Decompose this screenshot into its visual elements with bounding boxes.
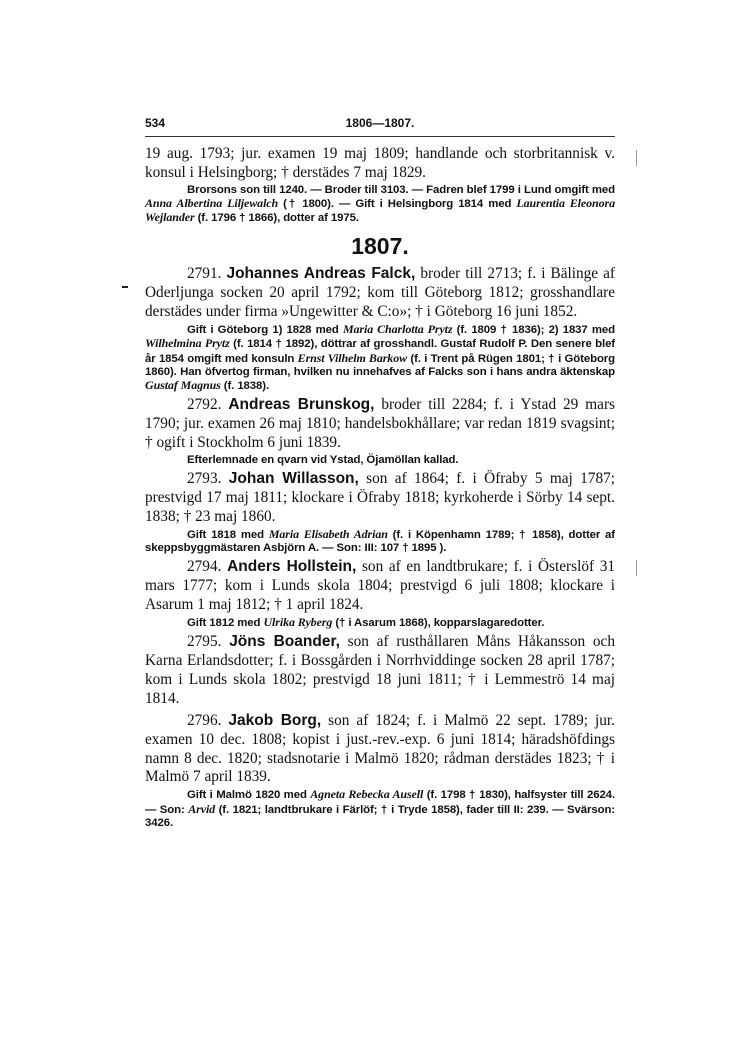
page-number: 534 (145, 116, 166, 130)
entry-name: Anders Hollstein, (227, 558, 357, 576)
entry-note: Gift i Malmö 1820 med Agneta Rebecka Ausell (f. 1798 † 1830), halfsyster till 2624. — Son: Arvid (f. 1821; landtbrukare i Färlöf; † i Tryde 1858), fader till II: 239. — Svärson: 3426. (145, 787, 616, 829)
entry-name: Johannes Andreas Falck, (226, 265, 416, 283)
entry-name: Jöns Boander, (229, 633, 340, 651)
page-body (145, 145, 615, 830)
entry-note: Efterlemnade en qvarn vid Ystad, Öjamöllan kallad. (187, 453, 459, 466)
entry-name: Johan Willasson, (228, 470, 359, 488)
entry-note: Gift i Göteborg 1) 1828 med Maria Charlotta Prytz (f. 1809 † 1836); 2) 1837 med Wilhelmina Prytz (f. 1814 † 1892), döttrar af grosshandl. Gustaf Rudolf P. Den senere blef år 1854 omgift med konsuln Ernst Vilhelm Barkow (f. i Trent på Rügen 1801; † i Göteborg 1860). Han öfvertog firman, hvilken nu innehafves af Falcks son i hans andra äktenskap Gustaf Magnus (f. 1838). (145, 322, 615, 392)
entry-number: 2792. (187, 396, 222, 414)
header-years: 1806—1807. (345, 116, 415, 130)
entry-name: Andreas Brunskog, (228, 396, 375, 414)
entry-number: 2791. (187, 265, 222, 283)
margin-mark (122, 286, 128, 288)
intro-paragraph: 19 aug. 1793; jur. examen 19 maj 1809; handlande och storbritannisk v. konsul i Helsingborg; † derstädes 7 maj 1829. (145, 145, 615, 181)
entry-note: Gift 1818 med Maria Elisabeth Adrian (f. i Köpenhamn 1789; † 1858), dotter af skeppsbyggmästaren Asbjörn A. — Son: III: 107 † 1895 ). (145, 526, 615, 554)
entry-paragraph: 2793. Johan Willasson, son af 1864; f. i Öfraby 5 maj 1787; prestvigd 17 maj 1811; klockare i Öfraby 1818; kyrkoherde i Sörby 14 sept. 1838; † 23 maj 1860. (145, 470, 615, 525)
entry-number: 2794. (187, 558, 222, 576)
entry-number: 2793. (187, 470, 222, 488)
margin-rule (636, 560, 637, 576)
entry-name: Jakob Borg, (228, 711, 322, 729)
intro-note: Brorsons son till 1240. — Broder till 3103. — Fadren blef 1799 i Lund omgift med Anna Albertina Liljewalch († 1800). — Gift i Helsingborg 1814 med Laurentia Eleonora Wejlander (f. 1796 † 1866), dotter af 1975. (145, 183, 615, 225)
year-heading: 1807. (351, 233, 409, 260)
entry-number: 2796. (187, 711, 222, 729)
entry-paragraph: 2791. Johannes Andreas Falck, broder till 2713; f. i Bälinge af Oderljunga socken 20 april 1792; kom till Göteborg 1812; grosshandlare derstädes under firma »Ungewitter & C:o»; † i Göteborg 16 juni 1852. (145, 265, 616, 321)
entry-note: Gift 1812 med Ulrika Ryberg († i Asarum 1868), kopparslagaredotter. (187, 614, 545, 629)
entry-paragraph: 2794. Anders Hollstein, son af en landtbrukare; f. i Österslöf 31 mars 1777; kom i Lunds skola 1804; prestvigd 6 juli 1808; klockare i Asarum 1 maj 1812; † 1 april 1824. (145, 558, 616, 614)
entry-paragraph: 2792. Andreas Brunskog, broder till 2284; f. i Ystad 29 mars 1790; jur. examen 26 maj 1810; handelsbokhållare; var redan 1819 svagsint; † ogift i Stockholm 6 juni 1839. (145, 396, 615, 451)
entry-paragraph: 2796. Jakob Borg, son af 1824; f. i Malmö 22 sept. 1789; jur. examen 10 dec. 1808; kopist i just.-rev.-exp. 6 juni 1814; häradshöfdings namn 8 dec. 1820; stadsnotarie i Malmö 1820; rådman derstädes 1823; † i Malmö 7 april 1839. (145, 711, 616, 786)
entry-number: 2795. (187, 633, 222, 651)
entry-paragraph: 2795. Jöns Boander, son af rusthållaren Måns Håkansson och Karna Erlandsdotter; f. i Bossgården i Norrhviddinge socken 28 april 1787; kom i Lunds skola 1802; prestvigd 18 juni 1811; † i Lemmeströ 14 maj 1814. (145, 633, 615, 707)
margin-rule (636, 150, 637, 166)
running-header (145, 116, 615, 137)
